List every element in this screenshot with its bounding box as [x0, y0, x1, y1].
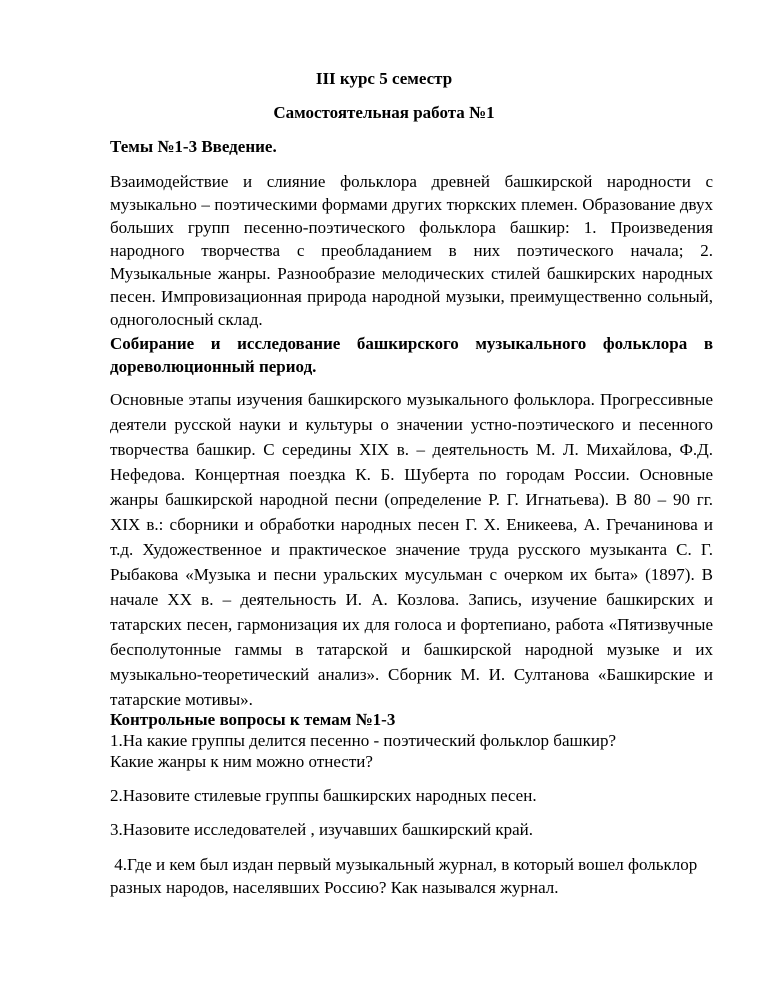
question-2: 2.Назовите стилевые группы башкирских народных песен.: [110, 786, 537, 805]
question-1-line-1: 1.На какие группы делится песенно - поэтический фольклор башкир?: [110, 731, 616, 750]
question-3: 3.Назовите исследователей , изучавших башкирский край.: [110, 820, 533, 839]
question-4: 4.Где и кем был издан первый музыкальный журнал, в который вошел фольклор разных народов, населявших Россию? Как назывался журнал.: [110, 855, 702, 897]
section-heading: Собирание и исследование башкирского музыкального фольклора в дореволюционный период.: [110, 334, 713, 376]
intro-paragraph: Взаимодействие и слияние фольклора древней башкирской народности с музыкально – поэтическими формами других тюркских племен. Образование двух больших групп песенно-поэтического фольклора башкир: 1. Произведения народного творчества с преобладанием в них поэтического начала; 2. Музыкальные жанры. Разнообразие мелодических стилей башкирских народных песен. Импровизационная природа народной музыки, преимущественно сольный, одноголосный склад.: [110, 172, 713, 329]
history-paragraph: Основные этапы изучения башкирского музыкального фольклора. Прогрессивные деятели русской науки и культуры о значении устно-поэтического и песенного творчества башкир. С середины XIX в. – деятельность М. Л. Михайлова, Ф.Д. Нефедова. Концертная поездка К. Б. Шуберта по городам России. Основные жанры башкирской народной песни (определение Р. Г. Игнатьева). В 80 – 90 гг. XIX в.: сборники и обработки народных песен Г. Х. Еникеева, А. Гречанинова и т.д. Художественное и практическое значение труда русского музыканта С. Г. Рыбакова «Музыка и песни уральских мусульман с очерком их быта» (1897). В начале XX в. – деятельность И. А. Козлова. Запись, изучение башкирских и татарских песен, гармонизация их для голоса и фортепиано, работа «Пятизвучные бесполутонные гаммы в татарской и башкирской народной музыке и их музыкально-теоретический анализ». Сборник М. И. Султанова «Башкирские и татарские мотивы».: [110, 390, 713, 709]
course-header: III курс 5 семестр: [315, 69, 453, 88]
work-title: Самостоятельная работа №1: [273, 103, 495, 122]
topic-heading: Темы №1-3 Введение.: [110, 137, 277, 156]
questions-heading: Контрольные вопросы к темам №1-3: [110, 710, 396, 729]
question-1-line-2: Какие жанры к ним можно отнести?: [110, 752, 373, 771]
